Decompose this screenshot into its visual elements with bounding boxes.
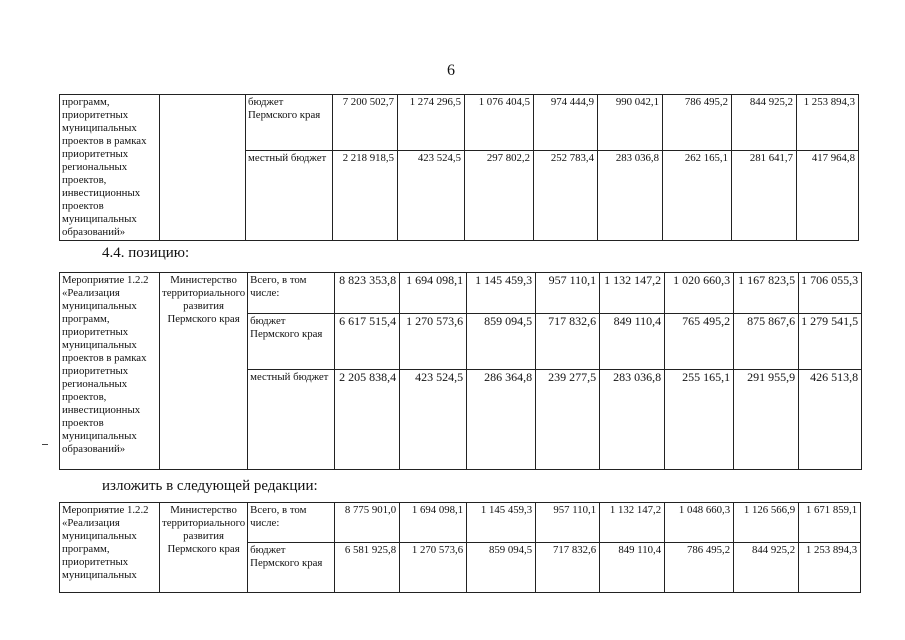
value-cell: 239 277,5 [536,370,600,470]
value-cell: 8 775 901,0 [335,503,400,543]
value-cell: 957 110,1 [536,503,600,543]
value-cell: 286 364,8 [467,370,536,470]
activity-name-cell: программ, приоритетных муниципальных проектов в рамках приоритетных региональных проектов, инвестиционных проектов муниципальных образований» [60,95,160,241]
value-cell: 990 042,1 [598,95,663,151]
value-cell: 1 048 660,3 [665,503,734,543]
value-cell: 6 581 925,8 [335,543,400,593]
value-cell: 849 110,4 [600,543,665,593]
value-cell: 1 076 404,5 [465,95,534,151]
value-cell: 1 694 098,1 [400,503,467,543]
funding-source-cell: бюджет Пермского края [248,314,335,370]
value-cell: 717 832,6 [536,543,600,593]
value-cell: 859 094,5 [467,314,536,370]
value-cell: 875 867,6 [734,314,799,370]
value-cell: 1 167 823,5 [734,273,799,314]
funding-source-cell: бюджет Пермского края [248,543,335,593]
value-cell: 8 823 353,8 [335,273,400,314]
funding-source-cell: местный бюджет [246,151,333,241]
value-cell: 262 165,1 [663,151,732,241]
value-cell: 255 165,1 [665,370,734,470]
value-cell: 297 802,2 [465,151,534,241]
edit-heading: изложить в следующей редакции: [102,478,318,494]
activity-name-cell: Мероприятие 1.2.2 «Реализация муниципальных программ, приоритетных муниципальных [60,503,160,593]
value-cell: 6 617 515,4 [335,314,400,370]
value-cell: 1 694 098,1 [400,273,467,314]
budget-table-new [59,502,861,593]
value-cell: 859 094,5 [467,543,536,593]
value-cell: 1 253 894,3 [797,95,859,151]
funding-source-cell: Всего, в том числе: [248,503,335,543]
value-cell: 1 706 055,3 [799,273,862,314]
value-cell: 423 524,5 [400,370,467,470]
activity-name-cell: Мероприятие 1.2.2 «Реализация муниципальных программ, приоритетных муниципальных проектов в рамках приоритетных региональных проектов, инвестиционных проектов муниципальных образований» [60,273,160,470]
value-cell: 844 925,2 [732,95,797,151]
value-cell: 2 218 918,5 [333,151,398,241]
value-cell: 423 524,5 [398,151,465,241]
value-cell: 974 444,9 [534,95,598,151]
funding-source-cell: бюджет Пермского края [246,95,333,151]
value-cell: 1 270 573,6 [400,314,467,370]
value-cell: 717 832,6 [536,314,600,370]
value-cell: 1 145 459,3 [467,503,536,543]
position-heading: 4.4. позицию: [102,245,190,261]
value-cell: 1 126 566,9 [734,503,799,543]
funding-source-cell: местный бюджет [248,370,335,470]
value-cell: 7 200 502,7 [333,95,398,151]
executor-cell: Министерство территориального развития Пермского края [160,503,248,593]
value-cell: 426 513,8 [799,370,862,470]
value-cell: 1 132 147,2 [600,503,665,543]
value-cell: 1 274 296,5 [398,95,465,151]
value-cell: 281 641,7 [732,151,797,241]
value-cell: 1 132 147,2 [600,273,665,314]
executor-cell: Министерство территориального развития Пермского края [160,273,248,470]
value-cell: 2 205 838,4 [335,370,400,470]
page-number: 6 [447,62,455,79]
value-cell: 1 253 894,3 [799,543,861,593]
value-cell: 1 671 859,1 [799,503,861,543]
margin-mark [42,444,48,445]
value-cell: 765 495,2 [665,314,734,370]
value-cell: 291 955,9 [734,370,799,470]
value-cell: 1 145 459,3 [467,273,536,314]
value-cell: 283 036,8 [600,370,665,470]
executor-cell [160,95,246,241]
value-cell: 786 495,2 [665,543,734,593]
budget-table-continuation [59,94,859,241]
value-cell: 1 020 660,3 [665,273,734,314]
funding-source-cell: Всего, в том числе: [248,273,335,314]
value-cell: 417 964,8 [797,151,859,241]
budget-table-old [59,272,862,470]
value-cell: 283 036,8 [598,151,663,241]
value-cell: 1 270 573,6 [400,543,467,593]
value-cell: 957 110,1 [536,273,600,314]
value-cell: 844 925,2 [734,543,799,593]
value-cell: 849 110,4 [600,314,665,370]
value-cell: 1 279 541,5 [799,314,862,370]
value-cell: 252 783,4 [534,151,598,241]
value-cell: 786 495,2 [663,95,732,151]
